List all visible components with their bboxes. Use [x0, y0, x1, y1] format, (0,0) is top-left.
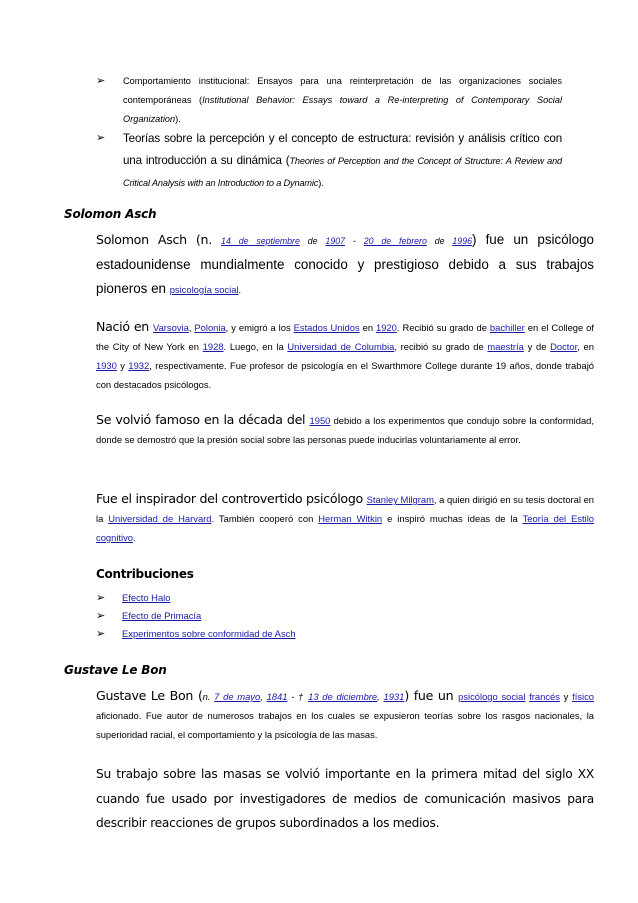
- link-experimentos-asch[interactable]: Experimentos sobre conformidad de Asch: [122, 628, 296, 639]
- link-estados-unidos[interactable]: Estados Unidos: [293, 322, 360, 333]
- text: e inspiró muchas ideas de la: [382, 513, 523, 524]
- text: en el College of the City of New York en: [96, 322, 595, 352]
- item-text: Comportamiento institucional: Ensayos para una reinterpretación de las organizaciones sociales contemporáneas (: [123, 76, 562, 105]
- section-heading-lebon: Gustave Le Bon: [64, 663, 167, 677]
- link-stanley-milgram[interactable]: Stanley Milgram: [366, 494, 434, 505]
- link-frances[interactable]: francés: [529, 691, 560, 702]
- text: Solomon Asch (n.: [96, 232, 222, 247]
- arrow-bullet-icon: ➢: [96, 628, 106, 640]
- list-item: [96, 128, 562, 195]
- text: en: [359, 322, 377, 333]
- asch-paragraph-1: [64, 228, 594, 302]
- text: .: [238, 284, 242, 295]
- item-english-title: Institutional Behavior: Essays toward a Re-interpreting of Contemporary Social Organization: [123, 95, 562, 124]
- lebon-paragraph-1: [64, 686, 594, 744]
- link-herman-witkin[interactable]: Herman Witkin: [318, 513, 383, 524]
- link-1920[interactable]: 1920: [376, 322, 397, 333]
- link-columbia[interactable]: Universidad de Columbia: [287, 341, 395, 352]
- asch-paragraph-4: [64, 489, 594, 547]
- publication-list-item-2: [96, 128, 562, 195]
- text: . Luego, en la: [223, 341, 288, 352]
- text: , recibió su grado de: [394, 341, 488, 352]
- text: . También cooperó con: [211, 513, 319, 524]
- text: de: [299, 236, 326, 246]
- text: .: [133, 532, 136, 543]
- link-maestria[interactable]: maestría: [487, 341, 524, 352]
- link-efecto-primacia[interactable]: Efecto de Primacía: [122, 610, 202, 621]
- asch-paragraph-3: [64, 410, 594, 449]
- list-item: [96, 72, 562, 129]
- arrow-bullet-icon: ➢: [96, 75, 106, 87]
- text: y: [559, 691, 573, 702]
- link-varsovia[interactable]: Varsovia: [153, 322, 189, 333]
- link-harvard[interactable]: Universidad de Harvard: [108, 513, 212, 524]
- link-death-year[interactable]: 1996: [452, 236, 472, 246]
- arrow-bullet-icon: ➢: [96, 132, 106, 144]
- arrow-bullet-icon: ➢: [96, 592, 106, 604]
- link-birth-date[interactable]: 7 de mayo: [214, 691, 261, 702]
- link-polonia[interactable]: Polonia: [194, 322, 226, 333]
- text: Se volvió famoso en la década del: [96, 412, 310, 427]
- arrow-bullet-icon: ➢: [96, 610, 106, 622]
- text: y: [116, 360, 129, 371]
- link-psicologo-social[interactable]: psicólogo social: [458, 691, 526, 702]
- list-item: [96, 625, 296, 643]
- text: , respectivamente. Fue profesor de psicología en el Swarthmore College durante 19 años, donde trabajó con destacados psicólogos.: [96, 360, 594, 390]
- text: , y emigró a los: [225, 322, 294, 333]
- text: Gustave Le Bon (: [96, 688, 203, 703]
- item-end: ).: [175, 114, 181, 124]
- text: - †: [287, 691, 309, 702]
- link-social-psychology[interactable]: psicología social: [169, 284, 239, 295]
- text: n.: [202, 691, 211, 702]
- publication-list-item-1: [96, 72, 562, 129]
- text: ,: [377, 691, 384, 702]
- link-doctor[interactable]: Doctor: [550, 341, 578, 352]
- text: . Recibió su grado de: [396, 322, 490, 333]
- item-english-title: Theories of Perception and the Concept of Structure: A Review and Critical Analysis with an Introduction to a Dynamic: [123, 155, 562, 188]
- link-1932[interactable]: 1932: [128, 360, 150, 371]
- list-item: [96, 607, 296, 625]
- text: -: [345, 236, 364, 246]
- link-death-date[interactable]: 13 de diciembre: [308, 691, 378, 702]
- item-end: ).: [318, 178, 324, 188]
- link-bachiller[interactable]: bachiller: [489, 322, 525, 333]
- text: ) fue un: [404, 688, 459, 703]
- list-item: [96, 589, 296, 607]
- section-heading-asch: Solomon Asch: [64, 207, 157, 221]
- text: , a quien dirigió en su tesis doctoral en la: [96, 494, 595, 524]
- text: ) fue un psicólogo estadounidense mundialmente conocido y prestigioso debido a sus trabajos pioneros en: [96, 232, 594, 296]
- lebon-paragraph-2: Su trabajo sobre las masas se volvió importante en la primera mitad del siglo XX cuando fue usado por investigadores de medios de comunicación masivos para describir reacciones de grupos subordinados a los medios.: [96, 767, 594, 830]
- text: ,: [188, 322, 195, 333]
- text: y de: [523, 341, 551, 352]
- text: ,: [260, 691, 267, 702]
- contributions-list: [96, 589, 296, 643]
- link-1950[interactable]: 1950: [309, 415, 331, 426]
- item-text: Teorías sobre la percepción y el concepto de estructura: revisión y análisis crítico con una introducción a su dinámica (: [123, 132, 562, 167]
- link-birth-year[interactable]: 1841: [266, 691, 288, 702]
- link-efecto-halo[interactable]: Efecto Halo: [122, 592, 171, 603]
- text: , en: [577, 341, 594, 352]
- link-birth-year[interactable]: 1907: [325, 236, 345, 246]
- link-estilo-cognitivo[interactable]: Teoría del Estilo cognitivo: [96, 513, 595, 543]
- text: de: [426, 236, 453, 246]
- text: debido a los experimentos que condujo sobre la conformidad, donde se demostró que la presión social sobre las personas puede inducirlas voluntariamente al error.: [96, 415, 594, 445]
- link-fisico[interactable]: físico: [572, 691, 595, 702]
- link-death-date[interactable]: 20 de febrero: [363, 236, 427, 246]
- link-death-year[interactable]: 1931: [383, 691, 405, 702]
- text: Fue el inspirador del controvertido psicólogo: [96, 491, 367, 506]
- contributions-heading: Contribuciones: [96, 567, 194, 581]
- text: aficionado. Fue autor de numerosos trabajos en los cuales se expusieron teorías sobre los rasgos nacionales, la superioridad racial, el comportamiento y la psicología de las masas.: [96, 710, 594, 740]
- asch-paragraph-2: [64, 317, 594, 394]
- link-birth-date[interactable]: 14 de septiembre: [221, 236, 300, 246]
- link-1928[interactable]: 1928: [202, 341, 224, 352]
- link-1930[interactable]: 1930: [96, 360, 117, 371]
- text: Nació en: [96, 319, 154, 334]
